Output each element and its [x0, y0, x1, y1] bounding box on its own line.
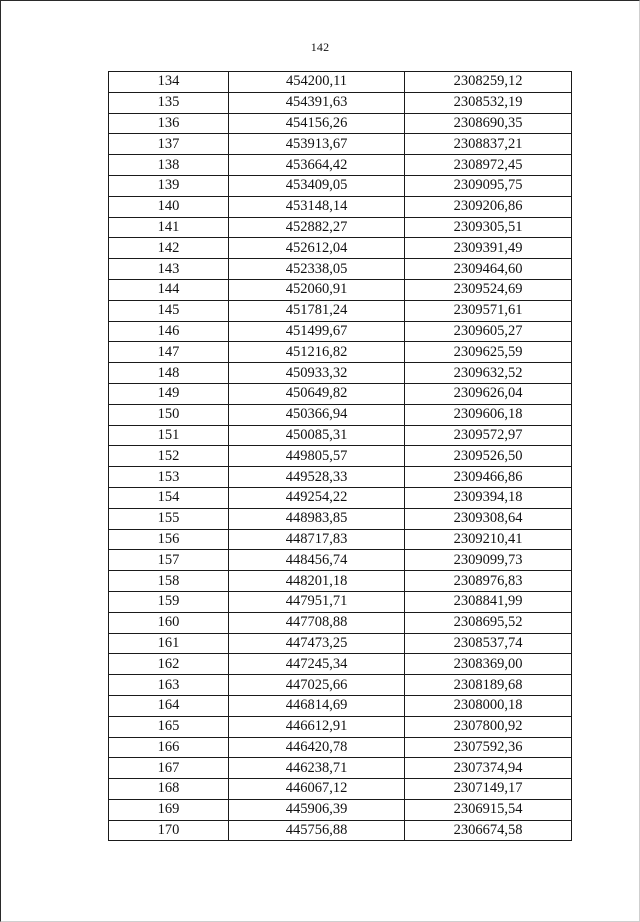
point-number-cell: 165: [109, 716, 229, 737]
y-coordinate-cell: 2309626,04: [405, 383, 572, 404]
point-number-cell: 163: [109, 675, 229, 696]
x-coordinate-cell: 454200,11: [229, 72, 405, 93]
y-coordinate-cell: 2308369,00: [405, 654, 572, 675]
table-row: [109, 134, 572, 155]
x-coordinate-cell: 452060,91: [229, 279, 405, 300]
point-number-cell: 166: [109, 737, 229, 758]
y-coordinate-cell: 2308532,19: [405, 92, 572, 113]
y-coordinate-cell: 2309210,41: [405, 529, 572, 550]
table-row: [109, 196, 572, 217]
point-number-cell: 157: [109, 550, 229, 571]
x-coordinate-cell: 450085,31: [229, 425, 405, 446]
y-coordinate-cell: 2308537,74: [405, 633, 572, 654]
y-coordinate-cell: 2309099,73: [405, 550, 572, 571]
y-coordinate-cell: 2309524,69: [405, 279, 572, 300]
table-row: [109, 300, 572, 321]
point-number-cell: 161: [109, 633, 229, 654]
x-coordinate-cell: 448717,83: [229, 529, 405, 550]
table-row: [109, 675, 572, 696]
table-row: [109, 155, 572, 176]
y-coordinate-cell: 2309394,18: [405, 487, 572, 508]
table-row: [109, 113, 572, 134]
x-coordinate-cell: 448456,74: [229, 550, 405, 571]
point-number-cell: 162: [109, 654, 229, 675]
x-coordinate-cell: 450649,82: [229, 383, 405, 404]
x-coordinate-cell: 451216,82: [229, 342, 405, 363]
x-coordinate-cell: 451781,24: [229, 300, 405, 321]
point-number-cell: 167: [109, 758, 229, 779]
table-row: [109, 321, 572, 342]
y-coordinate-cell: 2309571,61: [405, 300, 572, 321]
table-row: [109, 654, 572, 675]
x-coordinate-cell: 449805,57: [229, 446, 405, 467]
point-number-cell: 134: [109, 72, 229, 93]
x-coordinate-cell: 452882,27: [229, 217, 405, 238]
table-row: [109, 529, 572, 550]
point-number-cell: 154: [109, 487, 229, 508]
point-number-cell: 141: [109, 217, 229, 238]
y-coordinate-cell: 2308695,52: [405, 612, 572, 633]
point-number-cell: 148: [109, 363, 229, 384]
point-number-cell: 160: [109, 612, 229, 633]
coordinates-table-container: [108, 71, 571, 841]
point-number-cell: 168: [109, 779, 229, 800]
x-coordinate-cell: 448201,18: [229, 571, 405, 592]
coordinates-table: [108, 71, 572, 841]
point-number-cell: 135: [109, 92, 229, 113]
point-number-cell: 137: [109, 134, 229, 155]
y-coordinate-cell: 2306915,54: [405, 799, 572, 820]
table-row: [109, 758, 572, 779]
table-row: [109, 550, 572, 571]
x-coordinate-cell: 446612,91: [229, 716, 405, 737]
x-coordinate-cell: 447708,88: [229, 612, 405, 633]
point-number-cell: 138: [109, 155, 229, 176]
y-coordinate-cell: 2309391,49: [405, 238, 572, 259]
x-coordinate-cell: 447473,25: [229, 633, 405, 654]
y-coordinate-cell: 2309526,50: [405, 446, 572, 467]
table-row: [109, 487, 572, 508]
point-number-cell: 140: [109, 196, 229, 217]
point-number-cell: 152: [109, 446, 229, 467]
table-row: [109, 383, 572, 404]
x-coordinate-cell: 454156,26: [229, 113, 405, 134]
table-row: [109, 404, 572, 425]
point-number-cell: 151: [109, 425, 229, 446]
x-coordinate-cell: 448983,85: [229, 508, 405, 529]
y-coordinate-cell: 2307800,92: [405, 716, 572, 737]
table-row: [109, 446, 572, 467]
point-number-cell: 159: [109, 591, 229, 612]
table-row: [109, 238, 572, 259]
x-coordinate-cell: 450933,32: [229, 363, 405, 384]
y-coordinate-cell: 2309308,64: [405, 508, 572, 529]
point-number-cell: 146: [109, 321, 229, 342]
x-coordinate-cell: 454391,63: [229, 92, 405, 113]
x-coordinate-cell: 453148,14: [229, 196, 405, 217]
table-row: [109, 425, 572, 446]
table-row: [109, 779, 572, 800]
table-row: [109, 633, 572, 654]
point-number-cell: 136: [109, 113, 229, 134]
y-coordinate-cell: 2309466,86: [405, 467, 572, 488]
table-row: [109, 799, 572, 820]
x-coordinate-cell: 446067,12: [229, 779, 405, 800]
table-row: [109, 737, 572, 758]
table-row: [109, 217, 572, 238]
y-coordinate-cell: 2308841,99: [405, 591, 572, 612]
table-row: [109, 72, 572, 93]
y-coordinate-cell: 2308690,35: [405, 113, 572, 134]
x-coordinate-cell: 446814,69: [229, 695, 405, 716]
point-number-cell: 143: [109, 259, 229, 280]
x-coordinate-cell: 447245,34: [229, 654, 405, 675]
x-coordinate-cell: 453409,05: [229, 175, 405, 196]
table-row: [109, 820, 572, 841]
point-number-cell: 156: [109, 529, 229, 550]
point-number-cell: 149: [109, 383, 229, 404]
point-number-cell: 144: [109, 279, 229, 300]
x-coordinate-cell: 446238,71: [229, 758, 405, 779]
table-row: [109, 259, 572, 280]
point-number-cell: 139: [109, 175, 229, 196]
page-number: 142: [310, 40, 330, 54]
x-coordinate-cell: 452338,05: [229, 259, 405, 280]
table-row: [109, 591, 572, 612]
y-coordinate-cell: 2308000,18: [405, 695, 572, 716]
table-row: [109, 695, 572, 716]
x-coordinate-cell: 453664,42: [229, 155, 405, 176]
table-row: [109, 612, 572, 633]
y-coordinate-cell: 2309095,75: [405, 175, 572, 196]
point-number-cell: 169: [109, 799, 229, 820]
table-row: [109, 363, 572, 384]
x-coordinate-cell: 452612,04: [229, 238, 405, 259]
point-number-cell: 158: [109, 571, 229, 592]
point-number-cell: 170: [109, 820, 229, 841]
table-row: [109, 571, 572, 592]
x-coordinate-cell: 449254,22: [229, 487, 405, 508]
y-coordinate-cell: 2307374,94: [405, 758, 572, 779]
y-coordinate-cell: 2308259,12: [405, 72, 572, 93]
y-coordinate-cell: 2309625,59: [405, 342, 572, 363]
coordinates-table-body: [109, 72, 572, 841]
point-number-cell: 164: [109, 695, 229, 716]
table-row: [109, 342, 572, 363]
x-coordinate-cell: 445756,88: [229, 820, 405, 841]
x-coordinate-cell: 453913,67: [229, 134, 405, 155]
x-coordinate-cell: 447951,71: [229, 591, 405, 612]
y-coordinate-cell: 2308189,68: [405, 675, 572, 696]
y-coordinate-cell: 2306674,58: [405, 820, 572, 841]
y-coordinate-cell: 2309572,97: [405, 425, 572, 446]
y-coordinate-cell: 2308837,21: [405, 134, 572, 155]
table-row: [109, 92, 572, 113]
point-number-cell: 147: [109, 342, 229, 363]
point-number-cell: 155: [109, 508, 229, 529]
table-row: [109, 467, 572, 488]
point-number-cell: 142: [109, 238, 229, 259]
table-row: [109, 716, 572, 737]
x-coordinate-cell: 450366,94: [229, 404, 405, 425]
x-coordinate-cell: 451499,67: [229, 321, 405, 342]
y-coordinate-cell: 2308976,83: [405, 571, 572, 592]
y-coordinate-cell: 2309605,27: [405, 321, 572, 342]
table-row: [109, 279, 572, 300]
point-number-cell: 150: [109, 404, 229, 425]
y-coordinate-cell: 2309606,18: [405, 404, 572, 425]
y-coordinate-cell: 2309206,86: [405, 196, 572, 217]
point-number-cell: 153: [109, 467, 229, 488]
y-coordinate-cell: 2309305,51: [405, 217, 572, 238]
x-coordinate-cell: 449528,33: [229, 467, 405, 488]
point-number-cell: 145: [109, 300, 229, 321]
x-coordinate-cell: 445906,39: [229, 799, 405, 820]
y-coordinate-cell: 2308972,45: [405, 155, 572, 176]
x-coordinate-cell: 446420,78: [229, 737, 405, 758]
y-coordinate-cell: 2309464,60: [405, 259, 572, 280]
y-coordinate-cell: 2309632,52: [405, 363, 572, 384]
table-row: [109, 175, 572, 196]
y-coordinate-cell: 2307592,36: [405, 737, 572, 758]
table-row: [109, 508, 572, 529]
x-coordinate-cell: 447025,66: [229, 675, 405, 696]
y-coordinate-cell: 2307149,17: [405, 779, 572, 800]
